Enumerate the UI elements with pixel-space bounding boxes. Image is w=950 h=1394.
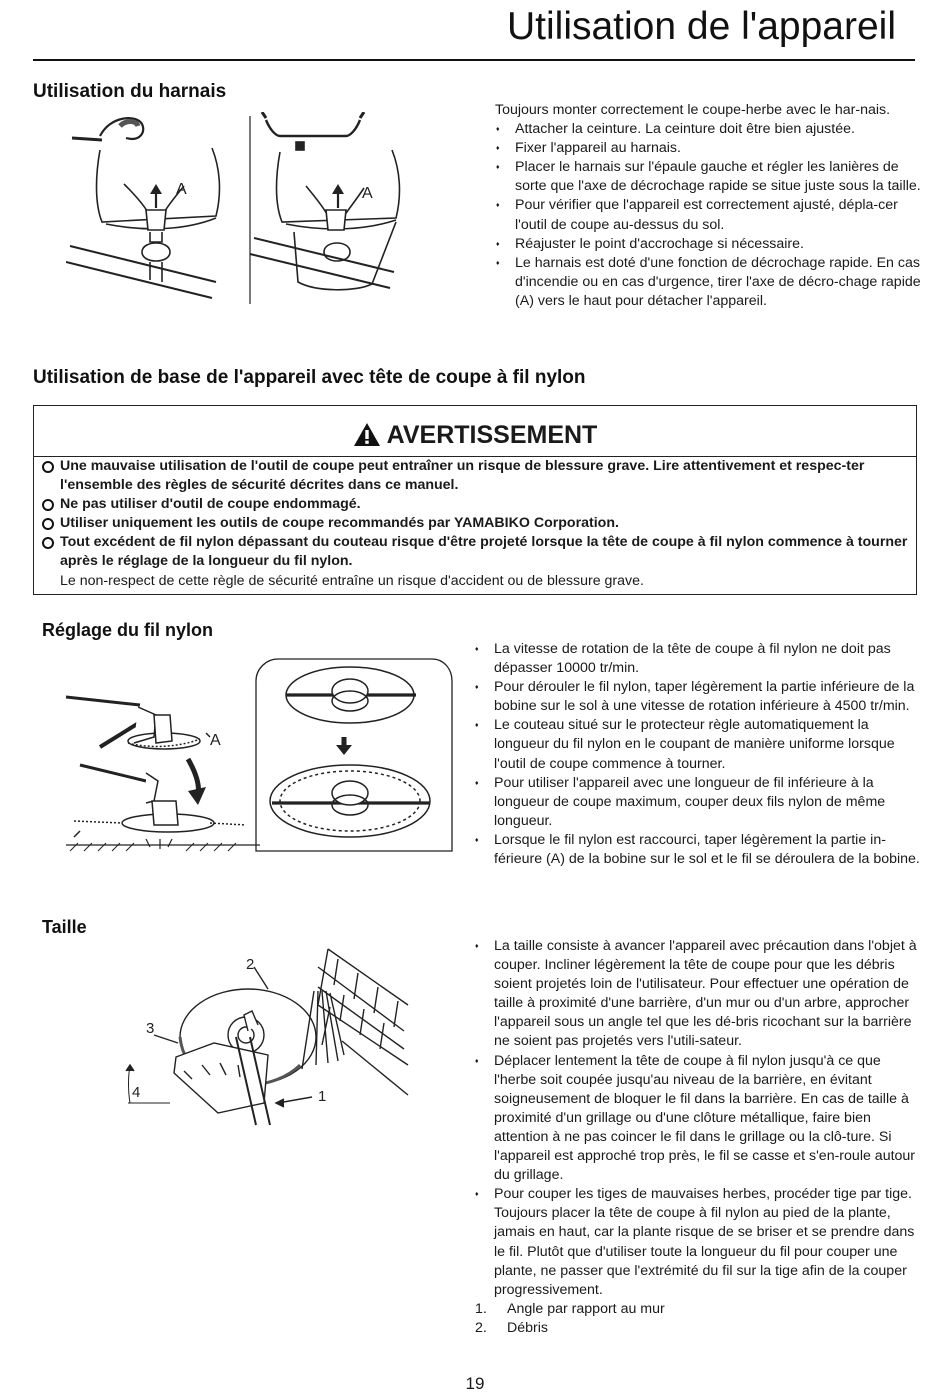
circle-bullet-icon xyxy=(42,518,54,530)
list-item: Tout excédent de fil nylon dépassant du couteau risque d'être projeté lorsque la tête de coupe à fil nylon commence à tourner après le réglage de la longueur du fil nylon. xyxy=(42,533,910,571)
page-title: Utilisation de l'appareil xyxy=(507,5,896,48)
line-adjust-list xyxy=(475,640,921,869)
harness-steps xyxy=(496,120,921,311)
trimming-list xyxy=(475,937,921,1300)
trimming-illustration xyxy=(118,945,418,1145)
circle-bullet-icon xyxy=(42,461,54,473)
list-item: ♦ La taille consiste à avancer l'appareil avec précaution dans l'objet à couper. Incliner légèrement la tête de coupe pour que les débris soient projetés loin de l'utilisateur. Pour effectuer une opération de taille à proximité d'une barrière, d'un mur ou d'un arbre, approcher l'appareil sous un angle tel que les dé-bris ricochant sur la barrière ne soient pas projetés vers l'utili-sateur. xyxy=(475,937,921,1052)
circle-bullet-icon xyxy=(42,499,54,511)
harness-text xyxy=(495,101,921,311)
trimming-figure-label-2: 2 xyxy=(246,956,255,973)
list-item: ♦ Fixer l'appareil au harnais. xyxy=(496,139,921,158)
legend-item: 2. Débris xyxy=(475,1319,548,1336)
list-item: ♦ Placer le harnais sur l'épaule gauche et régler les lanières de sorte que l'axe de décrochage rapide se situe juste sous la taille. xyxy=(496,158,921,196)
trimming-figure-label-3: 3 xyxy=(146,1020,155,1037)
list-item: ♦ Attacher la ceinture. La ceinture doit être bien ajustée. xyxy=(496,120,921,139)
list-item: ♦ Lorsque le fil nylon est raccourci, taper légèrement la partie in-férieure (A) de la bobine sur le sol et le fil se déroulera de la bobine. xyxy=(475,831,921,869)
harness-intro: Toujours monter correctement le coupe-herbe avec le har-nais. xyxy=(495,102,891,118)
title-divider xyxy=(33,59,915,61)
list-item: ♦ Pour dérouler le fil nylon, taper légèrement la partie inférieure de la bobine sur le sol à une vitesse de rotation inférieure à 4500 tr/min. xyxy=(475,678,921,716)
line-adjust-heading: Réglage du fil nylon xyxy=(42,620,214,640)
warning-footer: Le non-respect de cette règle de sécurité entraîne un risque d'accident ou de blessure grave. xyxy=(60,572,644,589)
circle-bullet-icon xyxy=(42,537,54,549)
list-item: Ne pas utiliser d'outil de coupe endommagé. xyxy=(42,495,910,514)
list-item: ♦ La vitesse de rotation de la tête de coupe à fil nylon ne doit pas dépasser 10000 tr/min. xyxy=(475,640,921,678)
trimming-figure-label-4: 4 xyxy=(132,1084,141,1101)
warning-box xyxy=(33,405,917,595)
trimming-legend xyxy=(475,1300,921,1338)
trimming-text xyxy=(475,937,921,1338)
line-adjust-text xyxy=(475,640,921,869)
harness-figure-label-right: A xyxy=(362,185,373,202)
trimming-heading: Taille xyxy=(42,917,87,937)
page-number: 19 xyxy=(465,1374,485,1393)
legend-item: 1. Angle par rapport au mur xyxy=(475,1300,665,1317)
list-item: ♦ Pour couper les tiges de mauvaises herbes, procéder tige par tige. Toujours placer la tête de coupe à fil nylon au pied de la plante, jamais en haut, car la plante risque de se briser et se prendre dans le fil. Plutôt que d'utiliser toute la longueur du fil pour couper une plante, ne passer que l'extrémité du fil sur la tige afin de la couper progressivement. xyxy=(475,1185,921,1300)
line-adjust-figure-label: A xyxy=(210,732,221,749)
list-item: ♦ Pour utiliser l'appareil avec une longueur de fil inférieure à la longueur de coupe maximum, couper deux fils nylon de même longueur. xyxy=(475,774,921,831)
line-adjust-illustration xyxy=(60,655,454,855)
list-item: ♦ Pour vérifier que l'appareil est correctement ajusté, dépla-cer l'outil de coupe au-dessus du sol. xyxy=(496,196,921,234)
list-item: ♦ Réajuster le point d'accrochage si nécessaire. xyxy=(496,235,921,254)
harness-illustration xyxy=(66,112,478,308)
list-item: ♦ Le couteau situé sur le protecteur règle automatiquement la longueur du fil nylon en le coupant de manière uniforme lorsque l'outil de coupe commence à tourner. xyxy=(475,716,921,773)
basic-use-heading: Utilisation de base de l'appareil avec tête de coupe à fil nylon xyxy=(33,367,586,388)
warning-title: AVERTISSEMENT xyxy=(386,421,598,449)
harness-heading: Utilisation du harnais xyxy=(33,81,227,102)
warning-header xyxy=(34,420,916,450)
list-item: ♦ Déplacer lentement la tête de coupe à fil nylon jusqu'à ce que l'herbe soit coupée jusqu'au niveau de la barrière, en évitant soigneusement de bloquer le fil dans la barrière. En cas de taille à proximité d'un grillage ou d'une clôture métallique, faire bien attention à ne pas coincer le fil dans le grillage ou la clô-ture. Si l'appareil est approché trop près, le fil se casse et s'en-roule autour du grillage. xyxy=(475,1052,921,1186)
list-item: Une mauvaise utilisation de l'outil de coupe peut entraîner un risque de blessure grave. Lire attentivement et respec-ter l'ensemble des règles de sécurité décrites dans ce manuel. xyxy=(42,457,910,495)
list-item: Utiliser uniquement les outils de coupe recommandés par YAMABIKO Corporation. xyxy=(42,514,910,533)
warning-list xyxy=(42,457,910,591)
list-item: ♦ Le harnais est doté d'une fonction de décrochage rapide. En cas d'incendie ou en cas d'urgence, tirer l'axe de décro-chage rapide (A) vers le haut pour détacher l'appareil. xyxy=(496,254,921,311)
harness-figure-label-left: A xyxy=(176,181,187,198)
warning-triangle-icon xyxy=(353,422,381,447)
trimming-figure-label-1: 1 xyxy=(318,1088,327,1105)
